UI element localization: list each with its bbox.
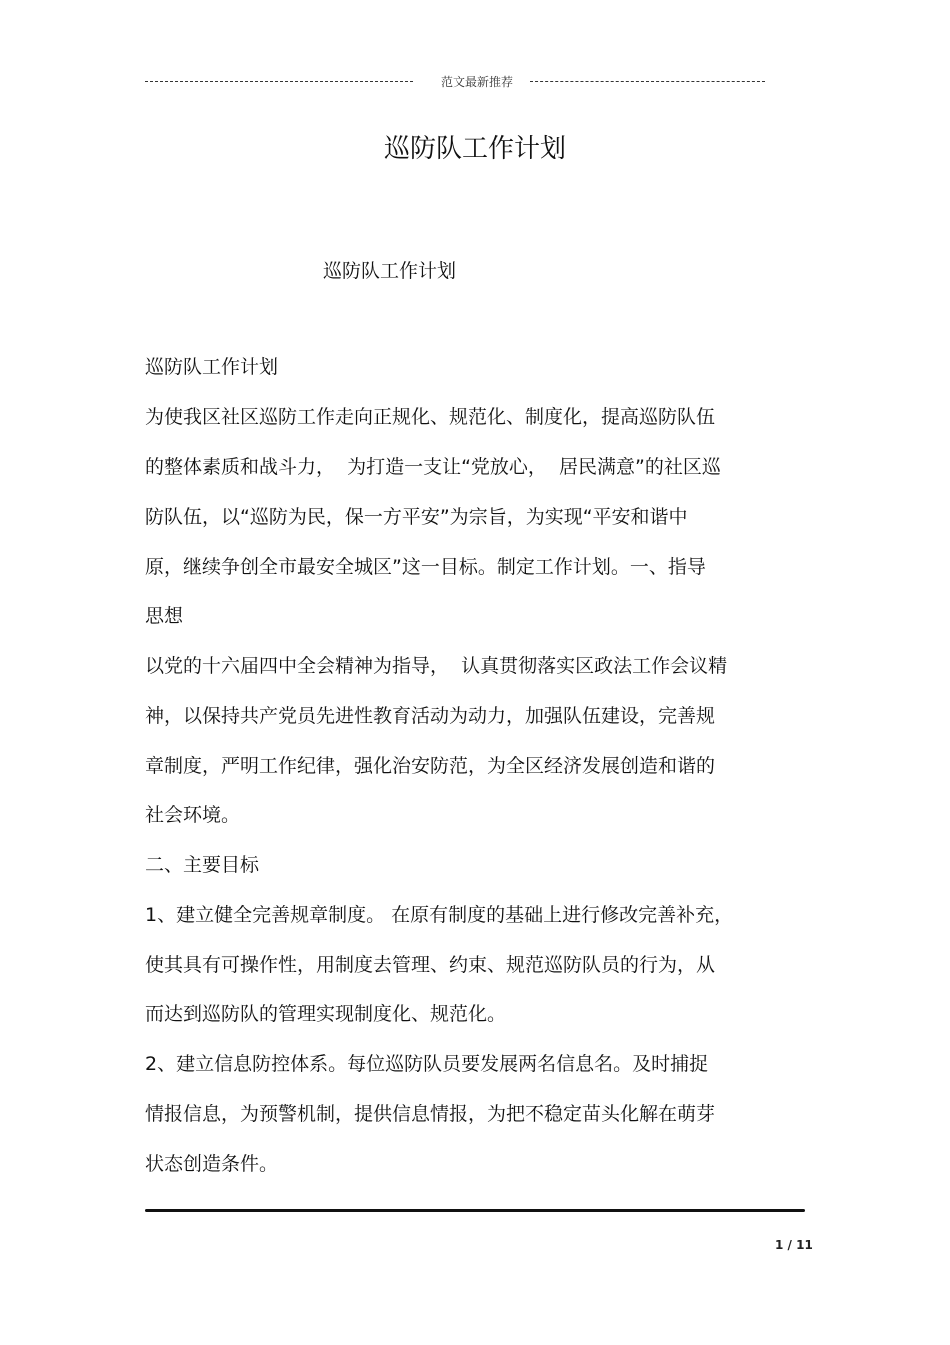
body-line-16: 情报信息，为预警机制，提供信息情报，为把不稳定苗头化解在萌芽 xyxy=(145,1103,716,1125)
body-line-3: 的整体素质和战斗力， 为打造一支让“党放心， 居民满意”的社区巡 xyxy=(145,456,721,478)
header-dashed-line-right xyxy=(530,81,765,82)
page-header xyxy=(145,72,765,92)
body-line-14: 而达到巡防队的管理实现制度化、规范化。 xyxy=(145,1003,507,1025)
body-line-8: 神，以保持共产党员先进性教育活动为动力，加强队伍建设，完善规 xyxy=(145,705,716,727)
header-dashed-line-left xyxy=(145,81,413,82)
document-subtitle: 巡防队工作计划 xyxy=(323,260,457,282)
body-line-12: 1、建立健全完善规章制度。 在原有制度的基础上进行修改完善补充， xyxy=(145,904,734,926)
header-text: 范文最新推荐 xyxy=(441,75,514,89)
body-line-2: 为使我区社区巡防工作走向正规化、规范化、制度化，提高巡防队伍 xyxy=(145,406,716,428)
body-line-17: 状态创造条件。 xyxy=(145,1153,279,1175)
body-line-10: 社会环境。 xyxy=(145,804,241,826)
body-line-13: 使其具有可操作性，用制度去管理、约束、规范巡防队员的行为，从 xyxy=(145,954,716,976)
document-title: 巡防队工作计划 xyxy=(383,134,566,164)
body-line-7: 以党的十六届四中全会精神为指导， 认真贯彻落实区政法工作会议精 xyxy=(145,655,728,677)
body-line-4: 防队伍，以“巡防为民，保一方平安”为宗旨，为实现“平安和谐中 xyxy=(145,506,688,528)
body-line-6: 思想 xyxy=(145,605,184,627)
body-line-15: 2、建立信息防控体系。每位巡防队员要发展两名信息名。及时捕捉 xyxy=(145,1053,709,1075)
body-line-9: 章制度，严明工作纪律，强化治安防范，为全区经济发展创造和谐的 xyxy=(145,755,716,777)
body-line-1: 巡防队工作计划 xyxy=(145,356,279,378)
body-line-5: 原，继续争创全市最安全城区”这一目标。制定工作计划。一、指导 xyxy=(145,556,706,578)
page-number: 1 / 11 xyxy=(775,1238,813,1252)
body-line-11: 二、主要目标 xyxy=(145,854,260,876)
footer-rule xyxy=(145,1209,805,1212)
